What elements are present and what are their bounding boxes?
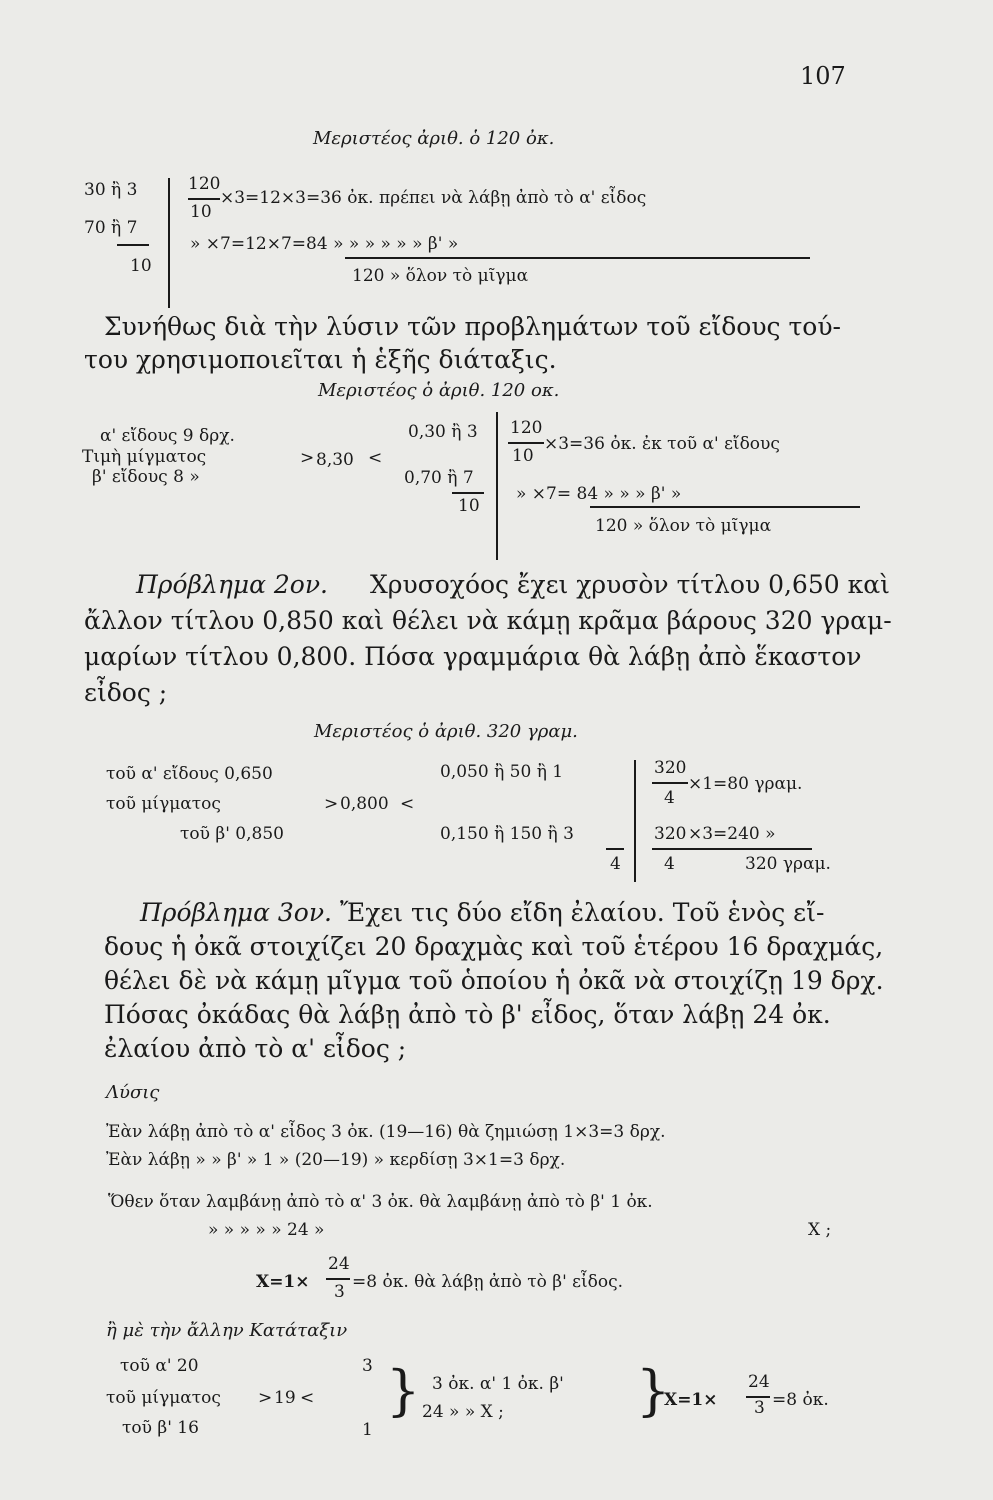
solution-eq-lhs: X=1×	[256, 1272, 310, 1292]
section1-heading: Μεριστέος ἀριθ. ὁ 120 ὀκ.	[313, 128, 555, 149]
s4-brace-line2: 24 » » X ;	[422, 1402, 504, 1422]
solution-eq-num: 24	[328, 1254, 350, 1274]
s4-left-brace: }	[386, 1359, 421, 1422]
problem2-line1: Χρυσοχόος ἔχει χρυσὸν τίτλου 0,650 καὶ	[370, 570, 890, 599]
s2-mid-3: 10	[458, 496, 480, 516]
s2-mid-rule	[452, 492, 484, 494]
s1-left-3: 10	[130, 256, 152, 276]
problem2-line2: ἄλλον τίτλου 0,850 καὶ θέλει νὰ κάμῃ κρᾶμα βάρους 320 γραμ-	[84, 606, 892, 635]
s2-left-3: β' εἴδους 8 »	[92, 467, 200, 487]
s2-row3: 120 » ὅλον τὸ μῖγμα	[595, 516, 772, 536]
problem3-line5: ἐλαίου ἀπὸ τὸ α' εἶδος ;	[104, 1034, 407, 1063]
s1-row2: » ×7=12×7=84 » » » » » » β' »	[190, 234, 459, 254]
s1-sum-rule	[345, 257, 810, 259]
s2-sum-rule	[590, 506, 860, 508]
problem3-line4: Πόσας ὀκάδας θὰ λάβῃ ἀπὸ τὸ β' εἶδος, ὅταν λάβῃ 24 ὀκ.	[104, 1000, 831, 1029]
problem2-line3: μαρίων τίτλου 0,800. Πόσα γραμμάρια θὰ λάβῃ ἀπὸ ἕκαστον	[84, 642, 862, 671]
s3-r1-frac-bar	[652, 782, 688, 784]
s3-center-op-left: >	[324, 794, 339, 814]
section2-heading: Μεριστέος ὁ ἀριθ. 120 οκ.	[318, 380, 560, 401]
s2-row1-rest: ×3=36 ὀκ. ἐκ τοῦ α' εἴδους	[544, 434, 780, 454]
s2-left-2: Τιμὴ μίγματος	[82, 447, 207, 467]
s3-left-3: τοῦ β' 0,850	[180, 824, 284, 844]
s3-r1-frac-den: 4	[664, 788, 675, 808]
s1-r1-frac-bar	[188, 198, 220, 200]
s3-r2-frac-den: 4	[664, 854, 675, 874]
problem3-line1: Ἔχει τις δύο εἴδη ἐλαίου. Τοῦ ἑνὸς εἴ-	[340, 898, 825, 927]
s2-mid-1: 0,30 ἢ 3	[408, 422, 478, 442]
s4-center-op-left: >	[258, 1388, 273, 1408]
s1-left-rule	[117, 244, 149, 246]
s4-mid-1: 3	[362, 1356, 373, 1376]
s1-left-2: 70 ἢ 7	[84, 218, 138, 238]
para1-line1: Συνήθως διὰ τὴν λύσιν τῶν προβλημάτων τοῦ εἴδους τού-	[104, 312, 841, 341]
solution-eq-den: 3	[334, 1282, 345, 1302]
s3-divider	[634, 760, 636, 882]
s3-center: 0,800	[340, 794, 389, 814]
s4-left-1: τοῦ α' 20	[120, 1356, 199, 1376]
problem2-line4: εἶδος ;	[84, 678, 168, 707]
solution-line4-x: X ;	[808, 1220, 832, 1240]
s3-r1-frac-num: 320	[654, 758, 687, 778]
solution-line4: » » » » » 24 »	[208, 1220, 325, 1240]
problem2-title: Πρόβλημα 2ον.	[136, 570, 329, 599]
s3-sum-rule	[652, 848, 812, 850]
s4-eq-rest: =8 ὀκ.	[772, 1390, 829, 1410]
section4-heading: ἢ μὲ τὴν ἄλλην Κατάταξιν	[106, 1320, 348, 1341]
s2-mid-2: 0,70 ἢ 7	[404, 468, 474, 488]
s1-row3: 120 » ὅλον τὸ μῖγμα	[352, 266, 529, 286]
solution-line1: Ἐὰν λάβῃ ἀπὸ τὸ α' εἶδος 3 ὀκ. (19—16) θὰ ζημιώσῃ 1×3=3 δρχ.	[106, 1122, 666, 1142]
s3-mid-1: 0,050 ἢ 50 ἢ 1	[440, 762, 564, 782]
s2-divider	[496, 412, 498, 560]
s3-center-op-right: <	[400, 794, 415, 814]
solution-line3: Ὅθεν ὅταν λαμβάνῃ ἀπὸ τὸ α' 3 ὀκ. θὰ λαμβάνῃ ἀπὸ τὸ β' 1 ὀκ.	[108, 1192, 653, 1212]
s3-mid-rule	[606, 848, 624, 850]
s3-r2-frac-num: 320	[654, 824, 687, 844]
s2-r1-frac-bar	[508, 442, 544, 444]
s4-mid-2: 1	[362, 1420, 373, 1440]
s2-r1-frac-den: 10	[512, 446, 534, 466]
solution-title: Λύσις	[106, 1082, 160, 1103]
s2-r1-frac-num: 120	[510, 418, 543, 438]
s1-divider	[168, 178, 170, 308]
solution-eq-bar	[326, 1278, 350, 1280]
s3-mid-2: 0,150 ἢ 150 ἢ 3	[440, 824, 574, 844]
s3-row2-rest: ×3=240 »	[688, 824, 776, 844]
solution-eq-rest: =8 ὀκ. θὰ λάβῃ ἀπὸ τὸ β' εἶδος.	[352, 1272, 624, 1292]
problem3-line3: θέλει δὲ νὰ κάμῃ μῖγμα τοῦ ὁποίου ἡ ὀκᾶ νὰ στοιχίζῃ 19 δρχ.	[104, 966, 884, 995]
s2-center-op-right: <	[368, 448, 383, 468]
s4-center-op-right: <	[300, 1388, 315, 1408]
s1-row1-rest: ×3=12×3=36 ὀκ. πρέπει νὰ λάβῃ ἀπὸ τὸ α' εἶδος	[220, 188, 647, 208]
s3-row1-rest: ×1=80 γραμ.	[688, 774, 803, 794]
s1-left-1: 30 ἢ 3	[84, 180, 138, 200]
s4-left-2: τοῦ μίγματος	[106, 1388, 221, 1408]
s4-eq-num: 24	[748, 1372, 770, 1392]
s2-left-1: α' εἴδους 9 δρχ.	[100, 426, 235, 446]
problem3-line2: δους ἡ ὀκᾶ στοιχίζει 20 δραχμὰς καὶ τοῦ ἑτέρου 16 δραχμάς,	[104, 932, 884, 961]
s3-row3: 320 γραμ.	[745, 854, 831, 874]
page-number: 107	[800, 62, 846, 90]
s3-left-2: τοῦ μίγματος	[106, 794, 221, 814]
s4-eq-lhs: X=1×	[664, 1390, 718, 1410]
problem3-title: Πρόβλημα 3ον.	[140, 898, 333, 927]
solution-line2: Ἐὰν λάβῃ » » β' » 1 » (20—19) » κερδίσῃ 3×1=3 δρχ.	[106, 1150, 566, 1170]
s4-left-3: τοῦ β' 16	[122, 1418, 199, 1438]
s3-mid-3: 4	[610, 854, 621, 874]
section3-heading: Μεριστέος ὁ ἀριθ. 320 γραμ.	[314, 721, 578, 742]
s2-center: 8,30	[316, 450, 354, 470]
para1-line2: του χρησιμοποιεῖται ἡ ἑξῆς διάταξις.	[84, 345, 557, 374]
s3-left-1: τοῦ α' εἴδους 0,650	[106, 764, 273, 784]
s4-eq-den: 3	[754, 1398, 765, 1418]
s4-center: 19	[274, 1388, 296, 1408]
s2-row2: » ×7= 84 » » » β' »	[516, 484, 682, 504]
s4-brace-line1: 3 ὀκ. α' 1 ὀκ. β'	[432, 1374, 564, 1394]
s1-r1-frac-den: 10	[190, 202, 212, 222]
s2-center-op-left: >	[300, 448, 315, 468]
s4-right-brace: }	[636, 1359, 671, 1422]
s1-r1-frac-num: 120	[188, 174, 221, 194]
